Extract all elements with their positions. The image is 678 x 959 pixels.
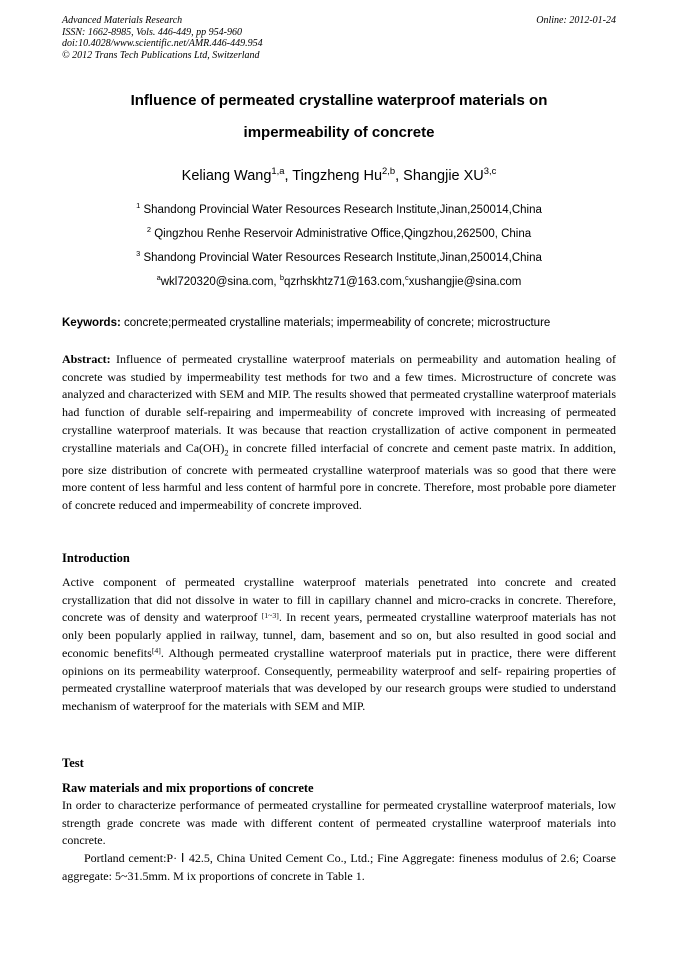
author-sup: 3,c [483,164,497,176]
email-c: xushangjie@sina.com [408,276,522,288]
section-heading-introduction: Introduction [62,551,130,565]
affiliation-text: Qingzhou Renhe Reservoir Administrative Office,Qingzhou,262500, China [154,228,532,240]
email-sup: c [404,273,409,283]
affiliation [62,225,616,240]
affiliation-sup: 3 [136,249,141,259]
author-name: Tingzheng Hu [292,168,383,184]
email-b: qzrhskhtz71@163.com, [283,276,405,288]
email-line [62,273,616,288]
abstract-label: Abstract: [62,352,111,366]
affiliation-text: Shandong Provincial Water Resources Research Institute,Jinan,250014,China [143,252,542,264]
introduction-paragraph [62,574,616,716]
affiliation [62,249,616,264]
keywords-label: Keywords: [62,317,121,329]
affiliation [62,201,616,216]
journal-header [62,15,263,61]
test-paragraph: Portland cement:P· Ⅰ 42.5, China United Cement Co., Ltd.; Fine Aggregate: fineness modulus of 2.6; Coarse aggregate: 5~31.5mm. M ix proportions of concrete in Table 1. [62,851,616,883]
abstract [62,351,616,515]
doi-line: doi:10.4028/www.scientific.net/AMR.446-449.954 [62,38,263,49]
abstract-subscript: 2 [224,447,229,457]
test-paragraph: In order to characterize performance of permeated crystalline for permeated crystalline waterproof materials, low strength grade concrete was made with different content of permeated crystalline waterproof materials into concrete. [62,798,616,848]
issn-line: ISSN: 1662-8985, Vols. 446-449, pp 954-960 [62,26,242,38]
affiliation-sup: 1 [136,201,141,211]
author-sup: 2,b [382,164,396,176]
email-a: wkl720320@sina.com, [160,276,280,288]
abstract-text-cont: in concrete filled interfacial of concrete and cement paste matrix. In addition, pore size distribution of concrete with permeated crystalline waterproof materials was so good that there were more content of less harmful and less content of harmful pore in concrete. Therefore, most probable pore diameter of concrete reduced and impermeability of concrete improved. [62,440,616,513]
paper-title-line2: impermeability of concrete [243,124,435,141]
intro-text: . In recent years, permeated crystalline waterproof materials has not only been popularly applied in railway, tunnel, dam, basement and so on, but also resulted in good social and economic benefits [62,610,616,660]
affiliation-text: Shandong Provincial Water Resources Research Institute,Jinan,250014,China [143,204,542,216]
author-name: Keliang Wang [181,168,272,184]
citation-ref: [4] [151,646,161,656]
online-date: Online: 2012-01-24 [536,15,616,26]
section-heading-test: Test [62,756,84,770]
intro-text: Active component of permeated crystalline waterproof materials penetrated into concrete and created crystallization that did not dissolve in water to fill in capillary channel and micro-cracks in concrete. Therefore, concrete was of density and waterproof [62,575,616,625]
email-sup: b [279,273,284,283]
keywords-text: concrete;permeated crystalline materials; impermeability of concrete; microstructure [120,317,551,329]
journal-name: Advanced Materials Research [62,15,183,26]
intro-text: . Although permeated crystalline waterproof materials put in practice, there were different opinions on its permeability waterproof. Consequently, permeability waterproof and self- repairing properties of permeated crystalline waterproof materials that was developed by our research groups were studied to understand mechanism of waterproof for the materials with SEM and MIP. [62,645,616,713]
author-list: Keliang Wang$^{1,a}$, Tingzheng Hu$^{2,b}$, Shangjie XU$^{3,c}$ [181,164,497,184]
subsection-heading-raw-materials: Raw materials and mix proportions of concrete [62,781,314,795]
paper-title-line1: Influence of permeated crystalline waterproof materials on [130,92,548,109]
affiliation-sup: 2 [146,225,151,235]
keywords [62,317,616,329]
author-sup: 1,a [271,164,285,176]
citation-ref: [1~3] [261,610,279,620]
author-name: Shangjie XU [403,168,484,184]
email-sup: a [156,273,161,283]
abstract-text: Influence of permeated crystalline waterproof materials on permeability and automation healing of concrete was studied by impermeability test methods for two and a few times. Microstructure of concrete was analyzed and characterized with SEM and MIP. The results showed that permeated crystalline waterproof materials had function of durable self-repairing and impermeability of concrete improved with increasing of permeated crystalline waterproof materials. It was because that reaction crystallization of active component in permeated crystalline materials and Ca(OH) [62,352,616,455]
copyright-line: © 2012 Trans Tech Publications Ltd, Switzerland [62,49,260,61]
